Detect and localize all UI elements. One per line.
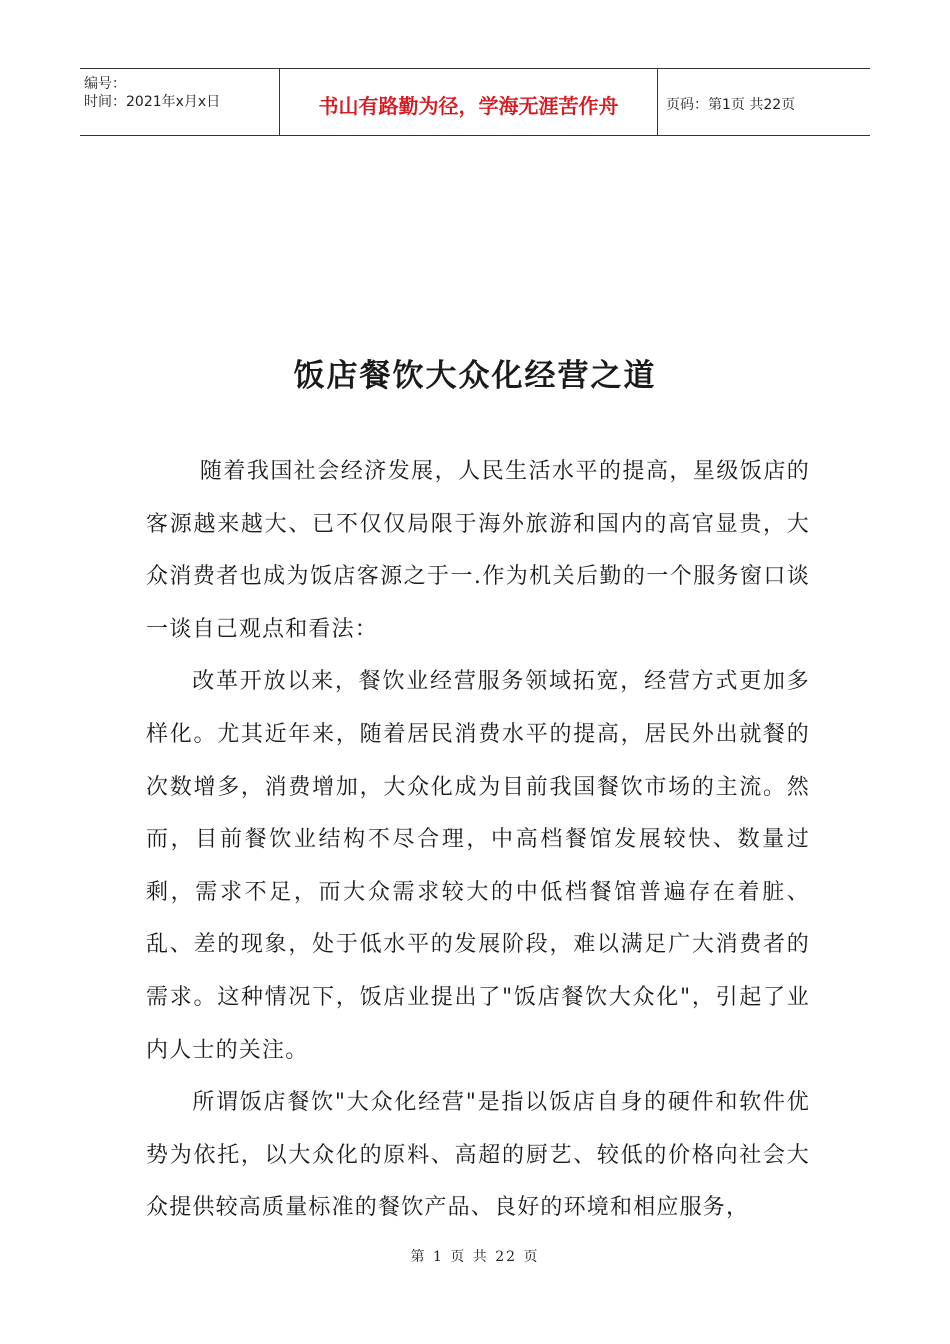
header-motto-cell xyxy=(280,69,658,135)
time-label: 时间：2021年x月x日 xyxy=(84,94,221,110)
header-page-cell xyxy=(658,69,870,135)
page-code: 页码：第1页 共22页 xyxy=(666,97,796,113)
page-footer: 第 1 页 共 22 页 xyxy=(410,1249,540,1265)
number-label: 编号： xyxy=(84,76,126,92)
paragraph: 所谓饭店餐饮"大众化经营"是指以饭店自身的硬件和软件优势为依托，以大众化的原料、高超的厨艺、较低的价格向社会大众提供较高质量标准的餐饮产品、良好的环境和相应服务， xyxy=(146,1090,810,1221)
paragraph: 随着我国社会经济发展，人民生活水平的提高，星级饭店的客源越来越大、已不仅仅局限于海外旅游和国内的高官显贵，大众消费者也成为饭店客源之于一.作为机关后勤的一个服务窗口谈一谈自己观点和看法： xyxy=(146,459,810,642)
header-meta-cell xyxy=(80,69,280,135)
document-body xyxy=(146,446,810,1235)
document-header xyxy=(80,68,870,136)
motto-text: 书山有路勤为径，学海无涯苦作舟 xyxy=(318,93,619,118)
document-title: 饭店餐饮大众化经营之道 xyxy=(293,358,657,394)
paragraph: 改革开放以来，餐饮业经营服务领域拓宽，经营方式更加多样化。尤其近年来，随着居民消费水平的提高，居民外出就餐的次数增多，消费增加，大众化成为目前我国餐饮市场的主流。然而，目前餐饮业结构不尽合理，中高档餐馆发展较快、数量过剩，需求不足，而大众需求较大的中低档餐馆普遍存在着脏、乱、差的现象，处于低水平的发展阶段，难以满足广大消费者的需求。这种情况下，饭店业提出了"饭店餐饮大众化"，引起了业内人士的关注。 xyxy=(146,669,810,1063)
